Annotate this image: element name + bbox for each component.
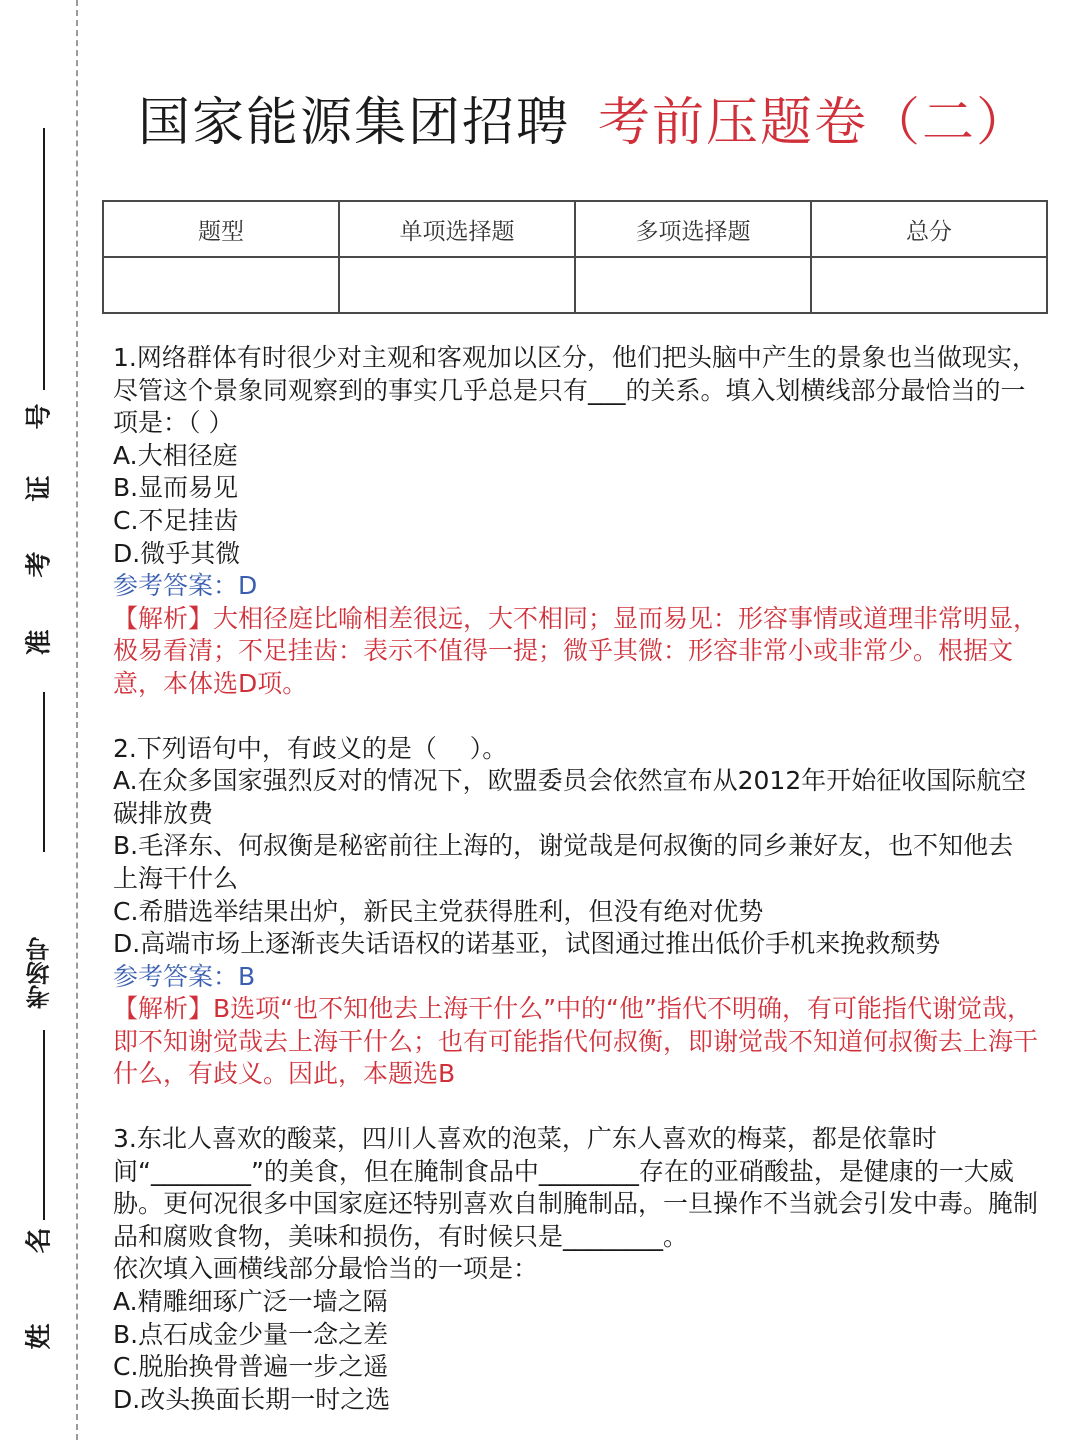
question-stem: 2.下列语句中，有歧义的是（ ）。: [113, 733, 508, 763]
option-c: C.脱胎换骨普遍一步之遥: [113, 1352, 389, 1382]
option-d: D.高端市场上逐渐丧失话语权的诺基亚，试图通过推出低价手机来挽救颓势: [113, 929, 941, 959]
reference-answer: 参考答案：D: [113, 571, 258, 601]
name-label-char-1: 姓: [24, 1323, 55, 1350]
score-header-single: 单项选择题: [339, 201, 575, 257]
option-d: D.微乎其微: [113, 538, 241, 568]
question-3: [113, 1123, 1038, 1416]
title-main: 国家能源集团招聘: [138, 93, 571, 153]
exam-room-label: 考场号: [25, 937, 54, 1009]
exam-number-label-char-3: 考: [24, 551, 55, 578]
option-b: B.点石成金少量一念之差: [113, 1319, 389, 1349]
exam-room-fill-line: [43, 1030, 45, 1220]
exam-number-label-char-4: 准: [24, 629, 55, 656]
exam-number-label-char-2: 证: [24, 475, 55, 502]
exam-number-fill-line: [43, 128, 45, 390]
score-cell: [339, 257, 575, 313]
score-table-header-row: [103, 201, 1047, 257]
exam-number-fill-line-2: [43, 692, 45, 852]
score-table: [102, 200, 1048, 314]
title-sub: 考前压题卷（二）: [598, 93, 1031, 153]
name-label-char-2: 名: [24, 1227, 55, 1254]
score-header-type: 题型: [103, 201, 339, 257]
option-c: C.不足挂齿: [113, 505, 239, 535]
score-table-value-row: [103, 257, 1047, 313]
score-cell: [575, 257, 811, 313]
reference-answer: 参考答案：B: [113, 961, 256, 991]
option-a: A.大相径庭: [113, 440, 238, 470]
score-header-total: 总分: [811, 201, 1047, 257]
option-b: B.显而易见: [113, 473, 239, 503]
option-d: D.改头换面长期一时之选: [113, 1384, 391, 1414]
score-header-multi: 多项选择题: [575, 201, 811, 257]
question-1: [113, 342, 1038, 701]
exam-number-label-char-1: 号: [24, 403, 55, 430]
question-stem: 3.东北人喜欢的酸菜，四川人喜欢的泡菜，广东人喜欢的梅菜，都是依靠时间“________”的美食，但在腌制食品中________存在的亚硝酸盐，是健康的一大威胁。更何况很多中国家庭还特别喜欢自制腌制品，一旦操作不当就会引发中毒。腌制品和腐败食物，美味和损伤，有时候只是________。: [113, 1124, 1039, 1251]
explanation: 【解析】大相径庭比喻相差很远，大不相同；显而易见：形容事情或道理非常明显，极易看清；不足挂齿：表示不值得一提；微乎其微：形容非常小或非常少。根据文意，本体选D项。: [113, 603, 1039, 698]
binding-margin: [0, 0, 80, 1440]
page-title: [138, 88, 1058, 158]
question-prompt: 依次填入画横线部分最恰当的一项是：: [113, 1254, 539, 1284]
option-a: A.精雕细琢广泛一墙之隔: [113, 1287, 388, 1317]
explanation: 【解析】B选项“也不知他去上海干什么”中的“他”指代不明确，有可能指代谢觉哉，即不知谢觉哉去上海干什么；也有可能指代何叔衡，即谢觉哉不知道何叔衡去上海干什么，有歧义。因此，本题选B: [113, 994, 1039, 1089]
score-cell: [811, 257, 1047, 313]
option-b: B.毛泽东、何叔衡是秘密前往上海的，谢觉哉是何叔衡的同乡兼好友，也不知他去上海干什么: [113, 831, 1014, 893]
option-a: A.在众多国家强烈反对的情况下，欧盟委员会依然宣布从2012年开始征收国际航空碳排放费: [113, 766, 1027, 828]
score-cell: [103, 257, 339, 313]
question-stem: 1.网络群体有时很少对主观和客观加以区分，他们把头脑中产生的景象也当做现实，尽管这个景象同观察到的事实几乎总是只有___的关系。填入划横线部分最恰当的一项是：（ ）: [113, 343, 1037, 438]
question-list: [113, 342, 1038, 1416]
cut-line: [76, 0, 78, 1440]
option-c: C.希腊选举结果出炉，新民主党获得胜利，但没有绝对优势: [113, 896, 764, 926]
question-2: [113, 733, 1038, 1092]
